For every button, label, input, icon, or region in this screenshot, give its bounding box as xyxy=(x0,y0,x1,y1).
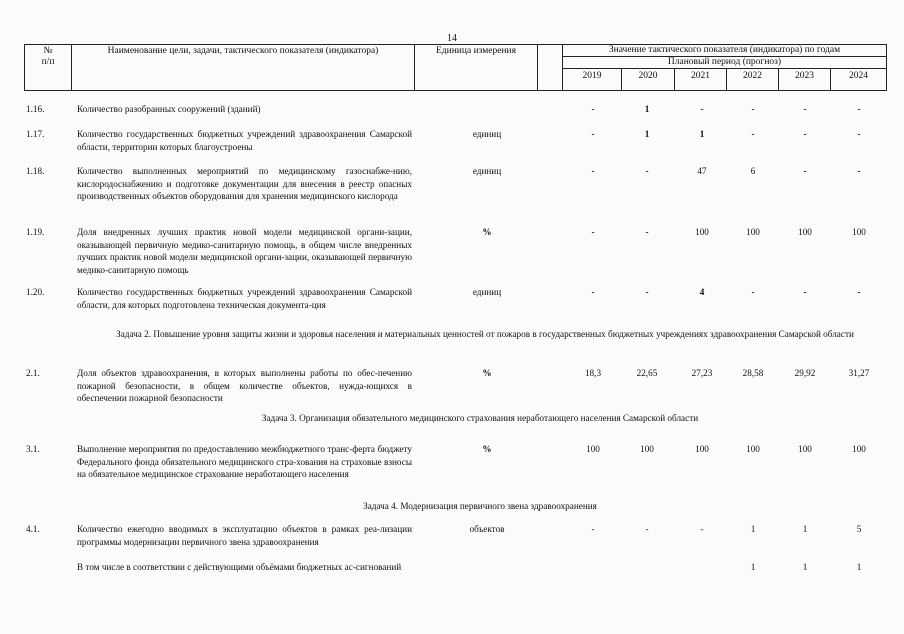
row-value: - xyxy=(591,166,595,176)
row-number: 1.19. xyxy=(26,227,45,237)
row-name: Выполнение мероприятия по предоставлению межбюджетного транс-ферта бюджету Федерального фонда обязательного медицинского стра-хования на страховые взносы на обязательное медицинское страхование неработающего населения xyxy=(77,444,412,479)
row-value: 1 xyxy=(856,562,862,572)
row-name: В том числе в соответствии с действующими объёмами бюджетных ас-сигнований xyxy=(77,562,402,572)
row-name: Доля объектов здравоохранения, в которых выполнены работы по обес-печению пожарной безопасности, в общем количестве объектов, нужда-ющихся в обеспечении пожарной безопасности xyxy=(77,368,412,403)
col-num-header: № п/п xyxy=(41,46,55,67)
row-name: Доля внедренных лучших практик новой модели медицинской органи-зации, оказывающей первичную медико-санитарную помощь, в общем числе внедренных лучших практик новой модели медицинской органи-зации, оказывающей первичную медико-санитарную помощь xyxy=(77,227,412,275)
row-value: - xyxy=(700,104,704,114)
row-value: - xyxy=(645,227,649,237)
row-number: 1.18. xyxy=(26,166,45,176)
row-value: 1 xyxy=(750,524,756,534)
col-name-header: Наименование цели, задачи, тактического показателя (индикатора) xyxy=(107,46,379,56)
row-value: - xyxy=(645,524,649,534)
row-unit: % xyxy=(482,227,492,237)
row-unit: объектов xyxy=(469,524,505,534)
row-value: 47 xyxy=(697,166,707,176)
row-value: 100 xyxy=(695,444,709,454)
row-value: - xyxy=(803,129,807,139)
task-heading: Задача 3. Организация обязательного медицинского страхования неработающего населения Самарской области xyxy=(261,413,699,423)
row-value: 18,3 xyxy=(584,368,602,378)
row-value: 6 xyxy=(750,166,756,176)
row-unit: единиц xyxy=(472,287,502,297)
row-unit: % xyxy=(482,368,492,378)
year-header: 2022 xyxy=(743,71,762,81)
row-unit: % xyxy=(482,444,492,454)
row-value: 1 xyxy=(644,104,650,114)
row-name: Количество разобранных сооружений (зданий) xyxy=(77,104,261,114)
row-value: - xyxy=(751,104,755,114)
row-value: 31,27 xyxy=(848,368,870,378)
row-value: - xyxy=(645,166,649,176)
row-number: 2.1. xyxy=(26,368,40,378)
year-header: 2023 xyxy=(795,71,814,81)
year-header: 2019 xyxy=(582,71,602,81)
row-value: 1 xyxy=(750,562,756,572)
row-value: - xyxy=(857,166,861,176)
year-header: 2021 xyxy=(691,71,710,81)
row-value: 5 xyxy=(856,524,862,534)
row-name: Количество государственных бюджетных учреждений здравоохранения Самарской области, территории которых благоустроены xyxy=(77,129,412,152)
row-number: 1.17. xyxy=(26,129,45,139)
year-header: 2024 xyxy=(849,71,868,81)
row-value: 100 xyxy=(586,444,600,454)
row-value: - xyxy=(591,227,595,237)
row-value: 1 xyxy=(802,562,808,572)
page-number: 14 xyxy=(447,33,457,44)
row-value: 1 xyxy=(699,129,705,139)
row-value: - xyxy=(751,129,755,139)
year-header: 2020 xyxy=(638,71,658,81)
row-value: - xyxy=(857,104,861,114)
row-number: 1.20. xyxy=(26,287,45,297)
row-value: - xyxy=(803,287,807,297)
row-value: - xyxy=(700,524,704,534)
row-name: Количество ежегодно вводимых в эксплуатацию объектов в рамках реа-лизации программы модернизации первичного звена здравоохранения xyxy=(77,524,412,547)
row-value: 100 xyxy=(798,227,812,237)
row-value: 100 xyxy=(746,444,760,454)
row-value: 29,92 xyxy=(794,368,816,378)
row-value: 1 xyxy=(802,524,808,534)
row-value: 100 xyxy=(798,444,812,454)
row-value: 22,65 xyxy=(636,368,658,378)
row-number: 4.1. xyxy=(26,524,40,534)
col-unit-header: Единица измерения xyxy=(436,46,516,56)
col-values-header: Значение тактического показателя (индикатора) по годам xyxy=(608,45,841,55)
row-number: 1.16. xyxy=(26,104,45,114)
row-value: - xyxy=(645,287,649,297)
row-value: - xyxy=(591,524,595,534)
row-value: 100 xyxy=(640,444,654,454)
row-value: - xyxy=(591,129,595,139)
row-value: - xyxy=(591,104,595,114)
row-value: 4 xyxy=(699,287,705,297)
row-value: - xyxy=(751,287,755,297)
row-value: 27,23 xyxy=(691,368,713,378)
row-value: - xyxy=(857,287,861,297)
row-value: 1 xyxy=(644,129,650,139)
row-value: - xyxy=(803,104,807,114)
row-unit: единиц xyxy=(472,129,502,139)
row-name: Количество выполненных мероприятий по медицинскому газоснабже-нию, кислородоснабжению и подготовке документации для внесения в реестр опасных производственных объектов оборудования для хранения медицинского кислорода xyxy=(77,166,412,201)
row-value: - xyxy=(591,287,595,297)
row-value: 100 xyxy=(746,227,760,237)
row-value: 100 xyxy=(695,227,709,237)
planned-period-header: Плановый период (прогноз) xyxy=(667,57,782,67)
row-value: 100 xyxy=(852,227,866,237)
task-heading: Задача 4. Модернизация первичного звена здравоохранения xyxy=(363,501,597,511)
row-unit: единиц xyxy=(472,166,502,176)
row-number: 3.1. xyxy=(26,444,40,454)
row-name: Количество государственных бюджетных учреждений здравоохранения Самарской области, для которых подготовлена техническая документа-ция xyxy=(77,287,412,310)
row-value: - xyxy=(803,166,807,176)
row-value: - xyxy=(857,129,861,139)
table-header xyxy=(24,44,887,91)
row-value: 100 xyxy=(852,444,866,454)
task-heading: Задача 2. Повышение уровня защиты жизни и здоровья населения и материальных ценностей от пожаров в государственных бюджетных учреждениях здравоохранения Самарской области xyxy=(116,329,854,339)
row-value: 28,58 xyxy=(742,368,764,378)
